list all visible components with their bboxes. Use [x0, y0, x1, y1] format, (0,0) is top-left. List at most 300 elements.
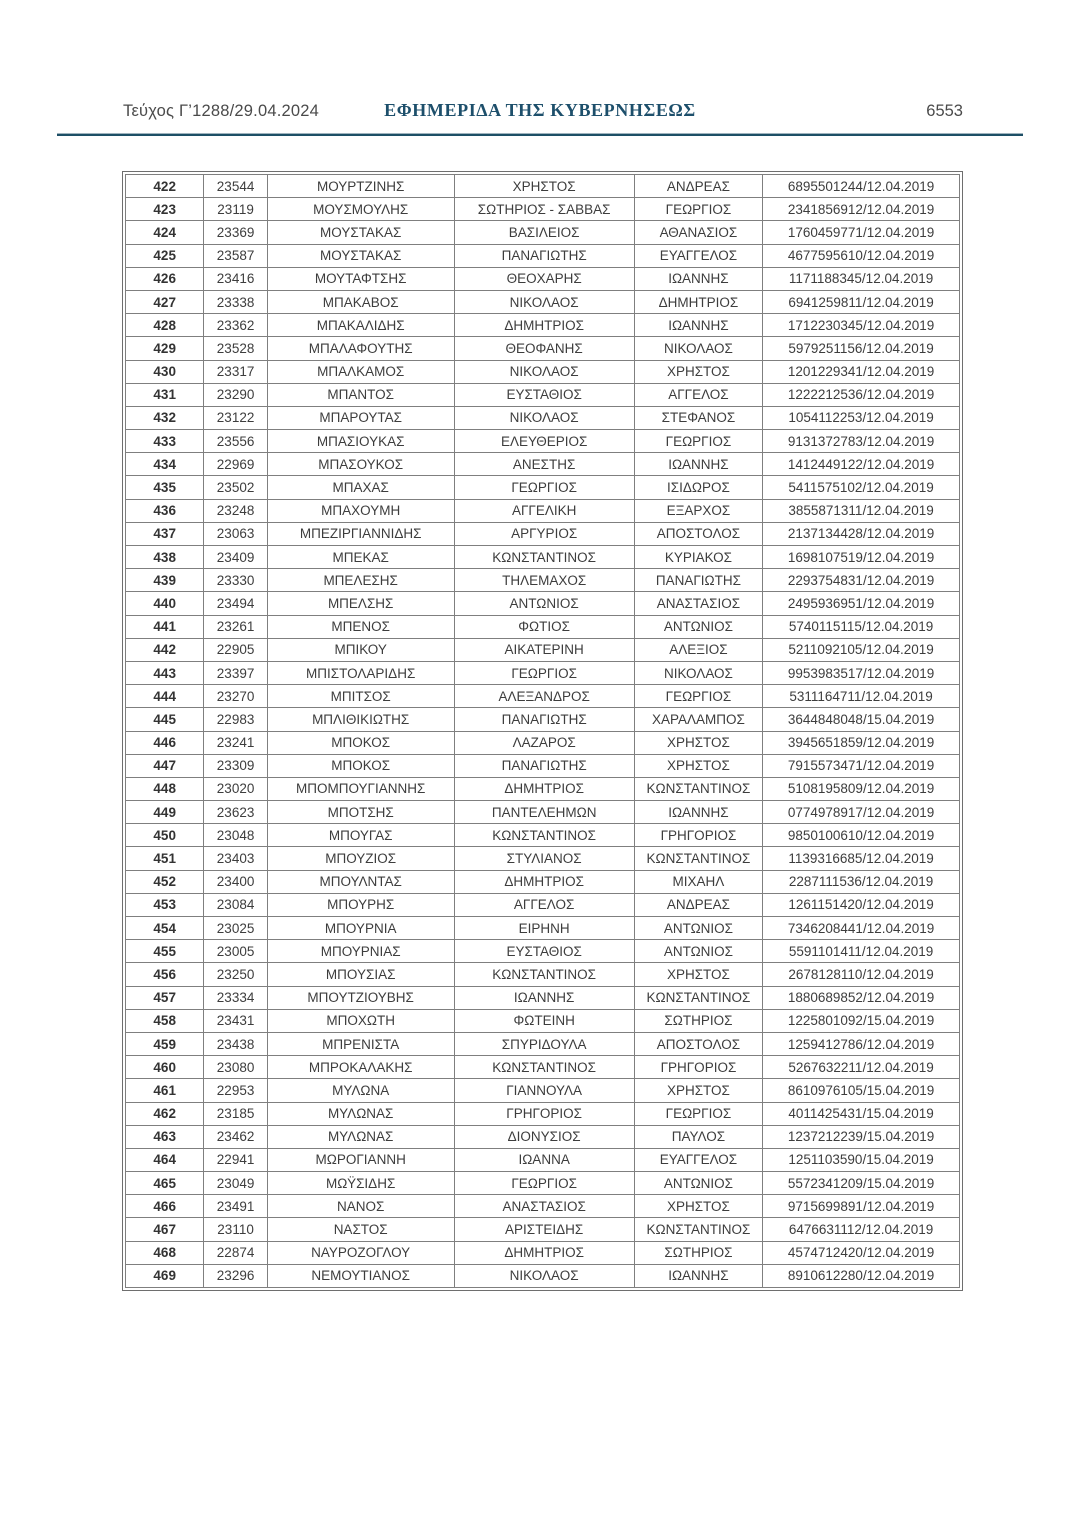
decision-number-date-cell: 2495936951/12.04.2019: [763, 592, 960, 615]
surname-cell: ΜΠΟΥΡΝΙΑΣ: [267, 940, 454, 963]
row-number-cell: 438: [126, 546, 204, 569]
table-row: [126, 638, 960, 661]
surname-cell: ΜΠΟΥΖΙΟΣ: [267, 847, 454, 870]
registry-id-cell: 23048: [204, 824, 267, 847]
father-name-cell: ΑΝΤΩΝΙΟΣ: [634, 1172, 762, 1195]
surname-cell: ΜΟΥΡΤΖΙΝΗΣ: [267, 175, 454, 198]
decision-number-date-cell: 8610976105/15.04.2019: [763, 1079, 960, 1102]
table-row: [126, 499, 960, 522]
table-row: [126, 290, 960, 313]
first-name-cell: ΕΥΣΤΑΘΙΟΣ: [454, 383, 634, 406]
surname-cell: ΜΠΙΤΣΟΣ: [267, 685, 454, 708]
registry-id-cell: 23338: [204, 290, 267, 313]
surname-cell: ΜΠΟΥΛΝΤΑΣ: [267, 870, 454, 893]
surname-cell: ΜΩΫΣΙΔΗΣ: [267, 1172, 454, 1195]
header-rule: [57, 133, 1023, 136]
registry-id-cell: 23261: [204, 615, 267, 638]
surname-cell: ΜΩΡΟΓΙΑΝΝΗ: [267, 1148, 454, 1171]
surname-cell: ΜΠΟΚΟΣ: [267, 754, 454, 777]
surname-cell: ΜΟΥΣΤΑΚΑΣ: [267, 244, 454, 267]
registry-id-cell: 23491: [204, 1195, 267, 1218]
decision-number-date-cell: 7346208441/12.04.2019: [763, 917, 960, 940]
table-row: [126, 267, 960, 290]
table-row: [126, 522, 960, 545]
registry-id-cell: 23494: [204, 592, 267, 615]
decision-number-date-cell: 1139316685/12.04.2019: [763, 847, 960, 870]
row-number-cell: 467: [126, 1218, 204, 1241]
row-number-cell: 433: [126, 430, 204, 453]
father-name-cell: ΓΡΗΓΟΡΙΟΣ: [634, 824, 762, 847]
first-name-cell: ΚΩΝΣΤΑΝΤΙΝΟΣ: [454, 546, 634, 569]
decision-number-date-cell: 1698107519/12.04.2019: [763, 546, 960, 569]
table-row: [126, 1009, 960, 1032]
father-name-cell: ΧΡΗΣΤΟΣ: [634, 1079, 762, 1102]
surname-cell: ΜΠΙΚΟΥ: [267, 638, 454, 661]
table-row: [126, 314, 960, 337]
table-row: [126, 708, 960, 731]
surname-cell: ΜΠΕΝΟΣ: [267, 615, 454, 638]
table-row: [126, 406, 960, 429]
first-name-cell: ΑΝΑΣΤΑΣΙΟΣ: [454, 1195, 634, 1218]
row-number-cell: 431: [126, 383, 204, 406]
surname-cell: ΜΠΑΧΑΣ: [267, 476, 454, 499]
row-number-cell: 458: [126, 1009, 204, 1032]
table-row: [126, 1102, 960, 1125]
table-row: [126, 917, 960, 940]
registry-id-cell: 23248: [204, 499, 267, 522]
row-number-cell: 447: [126, 754, 204, 777]
father-name-cell: ΑΝΤΩΝΙΟΣ: [634, 940, 762, 963]
father-name-cell: ΚΩΝΣΤΑΝΤΙΝΟΣ: [634, 1218, 762, 1241]
row-number-cell: 463: [126, 1125, 204, 1148]
first-name-cell: ΓΡΗΓΟΡΙΟΣ: [454, 1102, 634, 1125]
registry-id-cell: 23185: [204, 1102, 267, 1125]
father-name-cell: ΙΩΑΝΝΗΣ: [634, 801, 762, 824]
row-number-cell: 459: [126, 1032, 204, 1055]
first-name-cell: ΠΑΝΑΓΙΩΤΗΣ: [454, 754, 634, 777]
registry-id-cell: 22983: [204, 708, 267, 731]
registry-id-cell: 23270: [204, 685, 267, 708]
surname-cell: ΜΠΡΟΚΑΛΑΚΗΣ: [267, 1056, 454, 1079]
father-name-cell: ΙΣΙΔΩΡΟΣ: [634, 476, 762, 499]
first-name-cell: ΓΙΑΝΝΟΥΛΑ: [454, 1079, 634, 1102]
row-number-cell: 429: [126, 337, 204, 360]
registry-id-cell: 23063: [204, 522, 267, 545]
surname-cell: ΜΠΑΡΟΥΤΑΣ: [267, 406, 454, 429]
table-row: [126, 1264, 960, 1287]
registry-id-cell: 23403: [204, 847, 267, 870]
first-name-cell: ΤΗΛΕΜΑΧΟΣ: [454, 569, 634, 592]
row-number-cell: 430: [126, 360, 204, 383]
row-number-cell: 465: [126, 1172, 204, 1195]
decision-number-date-cell: 1225801092/15.04.2019: [763, 1009, 960, 1032]
first-name-cell: ΒΑΣΙΛΕΙΟΣ: [454, 221, 634, 244]
table-row: [126, 847, 960, 870]
decision-number-date-cell: 6895501244/12.04.2019: [763, 175, 960, 198]
table-row: [126, 1148, 960, 1171]
decision-number-date-cell: 1237212239/15.04.2019: [763, 1125, 960, 1148]
table-row: [126, 615, 960, 638]
decision-number-date-cell: 5311164711/12.04.2019: [763, 685, 960, 708]
decision-number-date-cell: 4011425431/15.04.2019: [763, 1102, 960, 1125]
table-row: [126, 198, 960, 221]
decision-number-date-cell: 2137134428/12.04.2019: [763, 522, 960, 545]
decision-number-date-cell: 1251103590/15.04.2019: [763, 1148, 960, 1171]
surname-cell: ΜΠΟΚΟΣ: [267, 731, 454, 754]
first-name-cell: ΚΩΝΣΤΑΝΤΙΝΟΣ: [454, 824, 634, 847]
table-row: [126, 893, 960, 916]
father-name-cell: ΑΝΔΡΕΑΣ: [634, 893, 762, 916]
father-name-cell: ΓΕΩΡΓΙΟΣ: [634, 1102, 762, 1125]
first-name-cell: ΛΑΖΑΡΟΣ: [454, 731, 634, 754]
decision-number-date-cell: 5108195809/12.04.2019: [763, 777, 960, 800]
surname-cell: ΜΠΑΚΑΛΙΔΗΣ: [267, 314, 454, 337]
decision-number-date-cell: 5267632211/12.04.2019: [763, 1056, 960, 1079]
first-name-cell: ΝΙΚΟΛΑΟΣ: [454, 360, 634, 383]
surname-cell: ΜΥΛΩΝΑΣ: [267, 1102, 454, 1125]
decision-number-date-cell: 1259412786/12.04.2019: [763, 1032, 960, 1055]
surname-cell: ΜΠΑΚΑΒΟΣ: [267, 290, 454, 313]
decision-number-date-cell: 3945651859/12.04.2019: [763, 731, 960, 754]
table-row: [126, 244, 960, 267]
first-name-cell: ΔΗΜΗΤΡΙΟΣ: [454, 870, 634, 893]
father-name-cell: ΑΝΑΣΤΑΣΙΟΣ: [634, 592, 762, 615]
father-name-cell: ΓΕΩΡΓΙΟΣ: [634, 685, 762, 708]
table-row: [126, 476, 960, 499]
registry-id-cell: 23416: [204, 267, 267, 290]
father-name-cell: ΙΩΑΝΝΗΣ: [634, 1264, 762, 1287]
surname-cell: ΜΠΑΣΙΟΥΚΑΣ: [267, 430, 454, 453]
decision-number-date-cell: 4574712420/12.04.2019: [763, 1241, 960, 1264]
table-row: [126, 685, 960, 708]
registry-id-cell: 23462: [204, 1125, 267, 1148]
father-name-cell: ΙΩΑΝΝΗΣ: [634, 314, 762, 337]
surname-cell: ΜΠΡΕΝΙΣΤΑ: [267, 1032, 454, 1055]
table-row: [126, 777, 960, 800]
row-number-cell: 443: [126, 661, 204, 684]
surname-cell: ΜΠΕΛΣΗΣ: [267, 592, 454, 615]
father-name-cell: ΑΓΓΕΛΟΣ: [634, 383, 762, 406]
row-number-cell: 451: [126, 847, 204, 870]
table-row: [126, 1032, 960, 1055]
table-row: [126, 337, 960, 360]
registry-id-cell: 23502: [204, 476, 267, 499]
registry-id-cell: 23438: [204, 1032, 267, 1055]
father-name-cell: ΑΝΤΩΝΙΟΣ: [634, 917, 762, 940]
row-number-cell: 461: [126, 1079, 204, 1102]
decision-number-date-cell: 5411575102/12.04.2019: [763, 476, 960, 499]
father-name-cell: ΙΩΑΝΝΗΣ: [634, 267, 762, 290]
row-number-cell: 425: [126, 244, 204, 267]
decision-number-date-cell: 1261151420/12.04.2019: [763, 893, 960, 916]
table-row: [126, 870, 960, 893]
table-row: [126, 1218, 960, 1241]
first-name-cell: ΧΡΗΣΤΟΣ: [454, 175, 634, 198]
father-name-cell: ΧΡΗΣΤΟΣ: [634, 1195, 762, 1218]
first-name-cell: ΠΑΝΑΓΙΩΤΗΣ: [454, 244, 634, 267]
table-row: [126, 801, 960, 824]
registry-id-cell: 23334: [204, 986, 267, 1009]
decision-number-date-cell: 7915573471/12.04.2019: [763, 754, 960, 777]
registry-id-cell: 23290: [204, 383, 267, 406]
table-row: [126, 754, 960, 777]
registry-table-frame: [122, 171, 963, 1291]
table-row: [126, 360, 960, 383]
decision-number-date-cell: 5572341209/15.04.2019: [763, 1172, 960, 1195]
row-number-cell: 446: [126, 731, 204, 754]
row-number-cell: 436: [126, 499, 204, 522]
table-row: [126, 1125, 960, 1148]
first-name-cell: ΑΙΚΑΤΕΡΙΝΗ: [454, 638, 634, 661]
surname-cell: ΜΠΕΛΕΣΗΣ: [267, 569, 454, 592]
registry-id-cell: 23556: [204, 430, 267, 453]
surname-cell: ΜΠΕΚΑΣ: [267, 546, 454, 569]
father-name-cell: ΧΡΗΣΤΟΣ: [634, 754, 762, 777]
table-row: [126, 940, 960, 963]
first-name-cell: ΣΤΥΛΙΑΝΟΣ: [454, 847, 634, 870]
registry-table-body: [126, 175, 960, 1288]
page-number: 6553: [926, 102, 963, 120]
decision-number-date-cell: 1201229341/12.04.2019: [763, 360, 960, 383]
registry-id-cell: 23241: [204, 731, 267, 754]
surname-cell: ΝΑΥΡΟΖΟΓΛΟΥ: [267, 1241, 454, 1264]
table-row: [126, 731, 960, 754]
row-number-cell: 427: [126, 290, 204, 313]
registry-id-cell: 23317: [204, 360, 267, 383]
row-number-cell: 455: [126, 940, 204, 963]
surname-cell: ΜΟΥΤΑΦΤΣΗΣ: [267, 267, 454, 290]
decision-number-date-cell: 5211092105/12.04.2019: [763, 638, 960, 661]
surname-cell: ΜΥΛΩΝΑ: [267, 1079, 454, 1102]
father-name-cell: ΧΡΗΣΤΟΣ: [634, 731, 762, 754]
row-number-cell: 435: [126, 476, 204, 499]
father-name-cell: ΓΕΩΡΓΙΟΣ: [634, 198, 762, 221]
first-name-cell: ΝΙΚΟΛΑΟΣ: [454, 290, 634, 313]
first-name-cell: ΔΙΟΝΥΣΙΟΣ: [454, 1125, 634, 1148]
surname-cell: ΜΠΟΥΓΑΣ: [267, 824, 454, 847]
table-row: [126, 1172, 960, 1195]
first-name-cell: ΘΕΟΦΑΝΗΣ: [454, 337, 634, 360]
row-number-cell: 424: [126, 221, 204, 244]
decision-number-date-cell: 2287111536/12.04.2019: [763, 870, 960, 893]
row-number-cell: 441: [126, 615, 204, 638]
first-name-cell: ΠΑΝΤΕΛΕΗΜΩΝ: [454, 801, 634, 824]
decision-number-date-cell: 1760459771/12.04.2019: [763, 221, 960, 244]
registry-id-cell: 23049: [204, 1172, 267, 1195]
first-name-cell: ΑΡΙΣΤΕΙΔΗΣ: [454, 1218, 634, 1241]
decision-number-date-cell: 9953983517/12.04.2019: [763, 661, 960, 684]
father-name-cell: ΠΑΝΑΓΙΩΤΗΣ: [634, 569, 762, 592]
surname-cell: ΜΠΑΛΑΦΟΥΤΗΣ: [267, 337, 454, 360]
father-name-cell: ΑΛΕΞΙΟΣ: [634, 638, 762, 661]
father-name-cell: ΣΩΤΗΡΙΟΣ: [634, 1009, 762, 1032]
surname-cell: ΜΠΑΣΟΥΚΟΣ: [267, 453, 454, 476]
registry-id-cell: 23250: [204, 963, 267, 986]
first-name-cell: ΚΩΝΣΤΑΝΤΙΝΟΣ: [454, 1056, 634, 1079]
decision-number-date-cell: 5979251156/12.04.2019: [763, 337, 960, 360]
decision-number-date-cell: 9715699891/12.04.2019: [763, 1195, 960, 1218]
row-number-cell: 445: [126, 708, 204, 731]
row-number-cell: 449: [126, 801, 204, 824]
decision-number-date-cell: 0774978917/12.04.2019: [763, 801, 960, 824]
row-number-cell: 432: [126, 406, 204, 429]
father-name-cell: ΧΡΗΣΤΟΣ: [634, 360, 762, 383]
father-name-cell: ΚΩΝΣΤΑΝΤΙΝΟΣ: [634, 847, 762, 870]
row-number-cell: 468: [126, 1241, 204, 1264]
father-name-cell: ΚΩΝΣΤΑΝΤΙΝΟΣ: [634, 986, 762, 1009]
registry-id-cell: 22953: [204, 1079, 267, 1102]
table-row: [126, 963, 960, 986]
row-number-cell: 469: [126, 1264, 204, 1287]
decision-number-date-cell: 9131372783/12.04.2019: [763, 430, 960, 453]
father-name-cell: ΙΩΑΝΝΗΣ: [634, 453, 762, 476]
table-row: [126, 1241, 960, 1264]
decision-number-date-cell: 3644848048/15.04.2019: [763, 708, 960, 731]
surname-cell: ΝΑΣΤΟΣ: [267, 1218, 454, 1241]
decision-number-date-cell: 1880689852/12.04.2019: [763, 986, 960, 1009]
decision-number-date-cell: 1054112253/12.04.2019: [763, 406, 960, 429]
registry-id-cell: 23122: [204, 406, 267, 429]
table-row: [126, 221, 960, 244]
row-number-cell: 460: [126, 1056, 204, 1079]
father-name-cell: ΕΥΑΓΓΕΛΟΣ: [634, 1148, 762, 1171]
registry-id-cell: 23080: [204, 1056, 267, 1079]
row-number-cell: 426: [126, 267, 204, 290]
father-name-cell: ΚΩΝΣΤΑΝΤΙΝΟΣ: [634, 777, 762, 800]
page-header: [57, 100, 1023, 126]
decision-number-date-cell: 1412449122/12.04.2019: [763, 453, 960, 476]
first-name-cell: ΙΩΑΝΝΗΣ: [454, 986, 634, 1009]
row-number-cell: 466: [126, 1195, 204, 1218]
surname-cell: ΜΠΑΝΤΟΣ: [267, 383, 454, 406]
decision-number-date-cell: 6941259811/12.04.2019: [763, 290, 960, 313]
registry-id-cell: 23005: [204, 940, 267, 963]
surname-cell: ΜΠΟΥΡΗΣ: [267, 893, 454, 916]
first-name-cell: ΔΗΜΗΤΡΙΟΣ: [454, 1241, 634, 1264]
registry-table: [125, 174, 960, 1288]
father-name-cell: ΚΥΡΙΑΚΟΣ: [634, 546, 762, 569]
registry-id-cell: 23020: [204, 777, 267, 800]
row-number-cell: 453: [126, 893, 204, 916]
father-name-cell: ΕΞΑΡΧΟΣ: [634, 499, 762, 522]
decision-number-date-cell: 1222212536/12.04.2019: [763, 383, 960, 406]
surname-cell: ΜΠΟΥΡΝΙΑ: [267, 917, 454, 940]
decision-number-date-cell: 1712230345/12.04.2019: [763, 314, 960, 337]
father-name-cell: ΣΩΤΗΡΙΟΣ: [634, 1241, 762, 1264]
registry-id-cell: 23587: [204, 244, 267, 267]
surname-cell: ΜΠΑΧΟΥΜΗ: [267, 499, 454, 522]
surname-cell: ΜΟΥΣΜΟΥΛΗΣ: [267, 198, 454, 221]
decision-number-date-cell: 1171188345/12.04.2019: [763, 267, 960, 290]
first-name-cell: ΕΥΣΤΑΘΙΟΣ: [454, 940, 634, 963]
table-row: [126, 986, 960, 1009]
father-name-cell: ΑΝΔΡΕΑΣ: [634, 175, 762, 198]
registry-id-cell: 23025: [204, 917, 267, 940]
row-number-cell: 457: [126, 986, 204, 1009]
father-name-cell: ΧΡΗΣΤΟΣ: [634, 963, 762, 986]
decision-number-date-cell: 2678128110/12.04.2019: [763, 963, 960, 986]
first-name-cell: ΙΩΑΝΝΑ: [454, 1148, 634, 1171]
surname-cell: ΜΠΟΜΠΟΥΓΙΑΝΝΗΣ: [267, 777, 454, 800]
decision-number-date-cell: 5740115115/12.04.2019: [763, 615, 960, 638]
decision-number-date-cell: 5591101411/12.04.2019: [763, 940, 960, 963]
table-row: [126, 1056, 960, 1079]
row-number-cell: 454: [126, 917, 204, 940]
registry-id-cell: 23119: [204, 198, 267, 221]
father-name-cell: ΝΙΚΟΛΑΟΣ: [634, 661, 762, 684]
first-name-cell: ΠΑΝΑΓΙΩΤΗΣ: [454, 708, 634, 731]
first-name-cell: ΓΕΩΡΓΙΟΣ: [454, 661, 634, 684]
first-name-cell: ΓΕΩΡΓΙΟΣ: [454, 476, 634, 499]
issue-label: Τεύχος Γ’1288/29.04.2024: [123, 102, 320, 120]
surname-cell: ΜΠΕΖΙΡΓΙΑΝΝΙΔΗΣ: [267, 522, 454, 545]
registry-id-cell: 23400: [204, 870, 267, 893]
father-name-cell: ΣΤΕΦΑΝΟΣ: [634, 406, 762, 429]
decision-number-date-cell: 9850100610/12.04.2019: [763, 824, 960, 847]
table-row: [126, 592, 960, 615]
first-name-cell: ΑΡΓΥΡΙΟΣ: [454, 522, 634, 545]
father-name-cell: ΕΥΑΓΓΕΛΟΣ: [634, 244, 762, 267]
first-name-cell: ΚΩΝΣΤΑΝΤΙΝΟΣ: [454, 963, 634, 986]
registry-id-cell: 23330: [204, 569, 267, 592]
father-name-cell: ΜΙΧΑΗΛ: [634, 870, 762, 893]
surname-cell: ΝΕΜΟΥΤΙΑΝΟΣ: [267, 1264, 454, 1287]
row-number-cell: 439: [126, 569, 204, 592]
row-number-cell: 448: [126, 777, 204, 800]
surname-cell: ΜΠΟΥΤΖΙΟΥΒΗΣ: [267, 986, 454, 1009]
surname-cell: ΜΠΟΧΩΤΗ: [267, 1009, 454, 1032]
decision-number-date-cell: 8910612280/12.04.2019: [763, 1264, 960, 1287]
masthead-title: ΕΦΗΜΕΡΙΔΑ ΤΗΣ ΚΥΒΕΡΝΗΣΕΩΣ: [384, 100, 696, 120]
surname-cell: ΝΑΝΟΣ: [267, 1195, 454, 1218]
father-name-cell: ΠΑΥΛΟΣ: [634, 1125, 762, 1148]
registry-id-cell: 23369: [204, 221, 267, 244]
father-name-cell: ΓΡΗΓΟΡΙΟΣ: [634, 1056, 762, 1079]
row-number-cell: 440: [126, 592, 204, 615]
registry-id-cell: 23528: [204, 337, 267, 360]
registry-id-cell: 23397: [204, 661, 267, 684]
row-number-cell: 452: [126, 870, 204, 893]
registry-id-cell: 23623: [204, 801, 267, 824]
father-name-cell: ΑΝΤΩΝΙΟΣ: [634, 615, 762, 638]
table-row: [126, 824, 960, 847]
decision-number-date-cell: 2293754831/12.04.2019: [763, 569, 960, 592]
decision-number-date-cell: 3855871311/12.04.2019: [763, 499, 960, 522]
table-row: [126, 1195, 960, 1218]
registry-id-cell: 23431: [204, 1009, 267, 1032]
registry-id-cell: 23409: [204, 546, 267, 569]
registry-id-cell: 23544: [204, 175, 267, 198]
row-number-cell: 437: [126, 522, 204, 545]
first-name-cell: ΕΙΡΗΝΗ: [454, 917, 634, 940]
registry-id-cell: 22874: [204, 1241, 267, 1264]
row-number-cell: 423: [126, 198, 204, 221]
row-number-cell: 442: [126, 638, 204, 661]
row-number-cell: 444: [126, 685, 204, 708]
first-name-cell: ΑΝΤΩΝΙΟΣ: [454, 592, 634, 615]
table-row: [126, 175, 960, 198]
registry-id-cell: 22905: [204, 638, 267, 661]
father-name-cell: ΔΗΜΗΤΡΙΟΣ: [634, 290, 762, 313]
table-row: [126, 430, 960, 453]
first-name-cell: ΑΛΕΞΑΝΔΡΟΣ: [454, 685, 634, 708]
registry-id-cell: 23084: [204, 893, 267, 916]
table-row: [126, 546, 960, 569]
first-name-cell: ΑΓΓΕΛΙΚΗ: [454, 499, 634, 522]
row-number-cell: 462: [126, 1102, 204, 1125]
registry-id-cell: 23362: [204, 314, 267, 337]
first-name-cell: ΑΓΓΕΛΟΣ: [454, 893, 634, 916]
